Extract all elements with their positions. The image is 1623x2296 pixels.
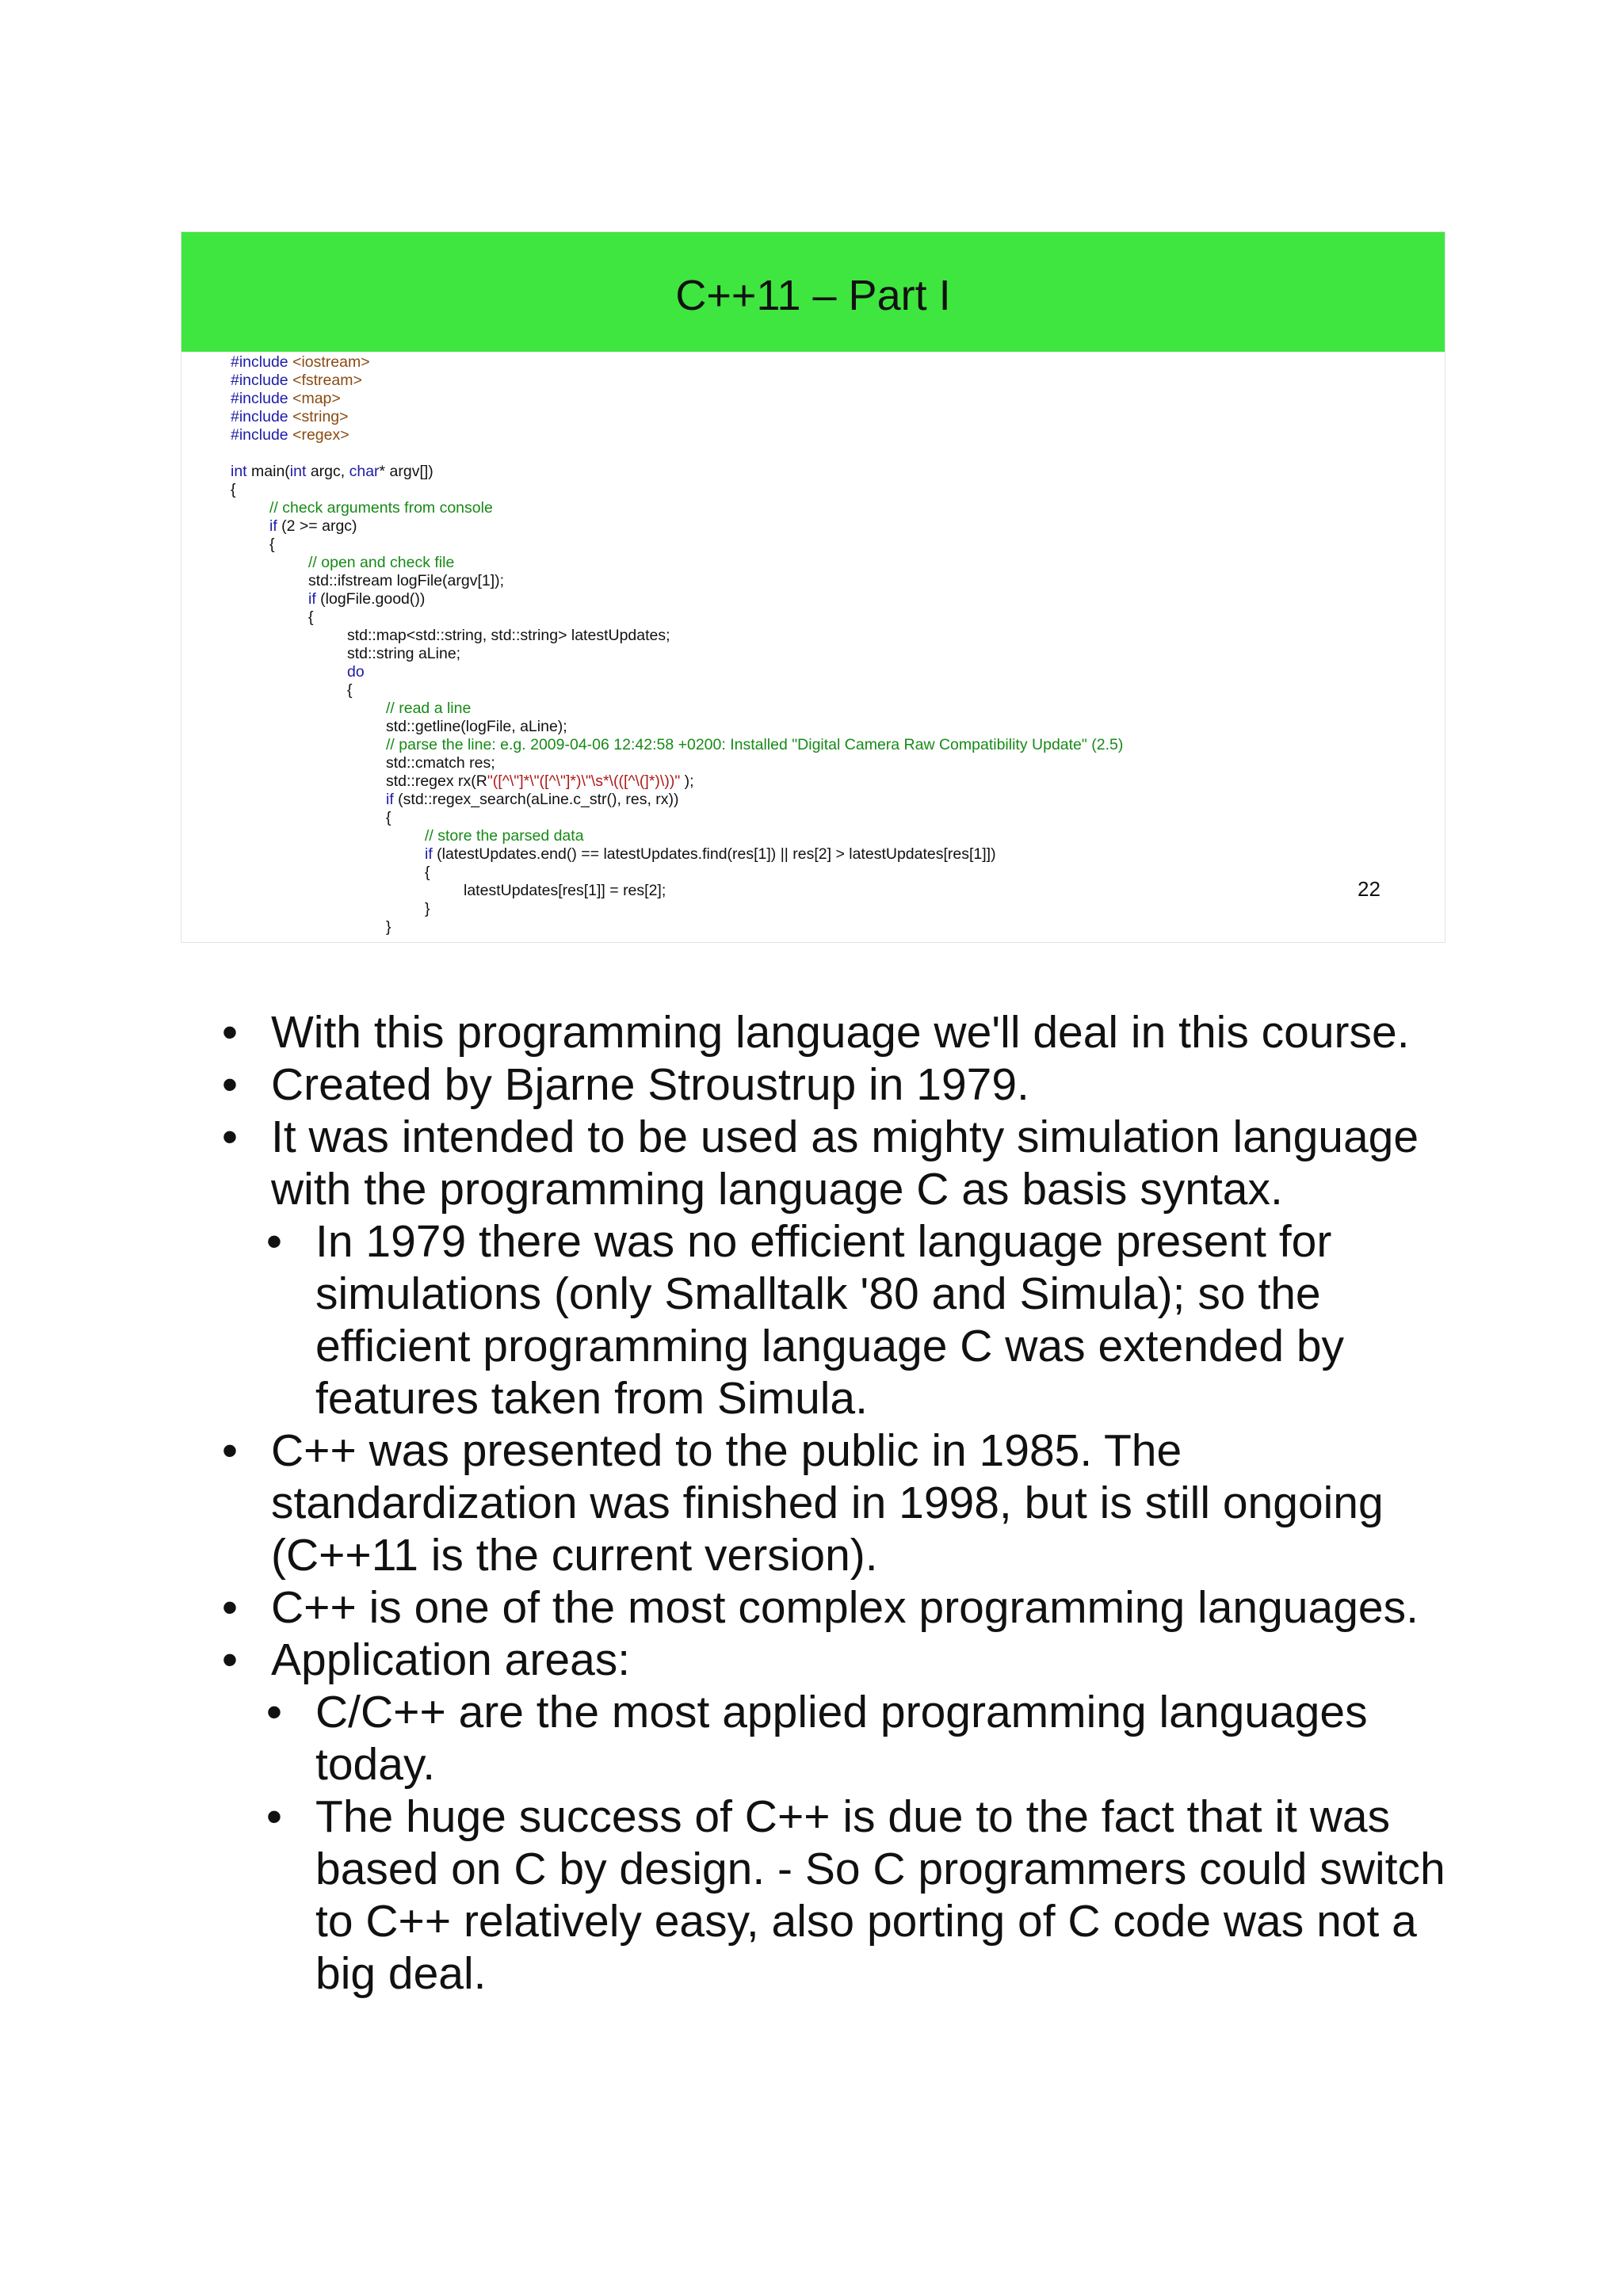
slide-number: 22 [1358,877,1381,901]
code-line [231,772,1123,791]
speaker-notes [222,1006,1458,2000]
code-token: #include [231,426,293,444]
code-token: char [349,463,380,480]
code-line [231,845,1123,864]
code-token: { [231,481,236,498]
code-token: if [386,791,394,808]
code-token: { [269,536,275,553]
bullet-text: C++ was presented to the public in 1985. The standardization was finished in 1998, but is still ongoing (C++11 is the current version). [271,1425,1384,1581]
code-token: int [231,463,247,480]
code-token: do [347,663,365,681]
code-token: // open and check file [308,554,455,571]
code-line [231,791,1123,809]
code-line [231,372,1123,390]
code-token: <fstream> [292,372,362,389]
code-token: main( [246,463,290,480]
code-token: #include [231,353,293,371]
bullet-text: The huge success of C++ is due to the fact that it was based on C by design. - So C programmers could switch to C++ relatively easy, also porting of C code was not a big deal. [315,1791,1445,1999]
code-line [231,754,1123,772]
code-token: <iostream> [292,353,370,371]
code-token: "([^\"]*\"([^\"]*)\"\s*\(([^\(]*)\))" [487,772,681,790]
code-token: if [269,517,277,535]
code-token: #include [231,408,293,425]
code-token: { [308,608,314,626]
code-token: { [425,864,430,881]
code-token: // check arguments from console [269,499,493,517]
bullet-item [222,1006,1458,1058]
code-line [231,426,1123,444]
bullet-icon: • [222,1007,238,1058]
code-token: std::map<std::string, std::string> latestUpdates; [347,627,670,644]
code-token: latestUpdates[res[1]] = res[2]; [464,882,666,899]
code-line [231,827,1123,845]
code-token: (latestUpdates.end() == latestUpdates.find(res[1]) || res[2] > latestUpdates[res[1]]) [432,845,996,863]
code-line [231,918,1123,936]
code-token: <map> [292,390,341,407]
code-token: (logFile.good()) [315,590,426,608]
code-token: argc, [306,463,349,480]
code-token: // read a line [386,700,472,717]
bullet-icon: • [222,1425,238,1476]
code-line [231,900,1123,918]
bullet-text: C/C++ are the most applied programming languages today. [315,1687,1368,1790]
slide-title: C++11 – Part I [675,271,951,319]
bullet-icon: • [266,1687,282,1737]
bullet-icon: • [222,1582,238,1633]
code-line [231,444,1123,463]
code-token: if [308,590,316,608]
code-line [231,627,1123,645]
code-line [231,663,1123,681]
bullet-icon: • [222,1059,238,1110]
bullet-text: With this programming language we'll deal in this course. [271,1007,1410,1058]
bullet-item [222,1634,1458,1686]
code-token: ); [680,772,694,790]
code-line [231,590,1123,608]
code-token: int [289,463,307,480]
code-line [231,608,1123,627]
code-line [231,463,1123,481]
code-line [231,645,1123,663]
bullet-icon: • [266,1216,282,1267]
code-token: <regex> [292,426,349,444]
code-token: std::string aLine; [347,645,461,662]
bullet-text: It was intended to be used as mighty simulation language with the programming language C as basis syntax. [271,1112,1419,1215]
code-line [231,499,1123,517]
code-token: (2 >= argc) [277,517,357,535]
code-line [231,718,1123,736]
code-line [231,809,1123,827]
code-token: #include [231,390,293,407]
code-line [231,408,1123,426]
code-line [231,481,1123,499]
code-line [231,700,1123,718]
code-token: // store the parsed data [425,827,584,845]
bullet-item [222,1058,1458,1111]
code-line [231,736,1123,754]
code-token: * argv[]) [379,463,433,480]
bullet-item [222,1581,1458,1634]
code-token: std::cmatch res; [386,754,495,772]
code-line [231,572,1123,590]
code-token: } [425,900,430,917]
code-token: } [386,918,391,936]
sub-bullet-item [222,1215,1458,1425]
code-line [231,353,1123,372]
bullet-item [222,1425,1458,1581]
slide-header [181,232,1445,352]
code-token: (std::regex_search(aLine.c_str(), res, rx)) [393,791,679,808]
slide-thumbnail [181,231,1445,943]
code-token: { [386,809,391,826]
code-listing [231,353,1123,936]
code-line [231,390,1123,408]
code-token: std::regex rx(R [386,772,487,790]
sub-bullet-item [222,1686,1458,1791]
code-line [231,517,1123,536]
code-line [231,554,1123,572]
code-line [231,882,1123,900]
bullet-text: C++ is one of the most complex programming languages. [271,1582,1419,1633]
code-token: if [425,845,433,863]
code-line [231,681,1123,700]
bullet-icon: • [266,1791,282,1842]
bullet-icon: • [222,1634,238,1685]
code-token: <string> [292,408,349,425]
bullet-icon: • [222,1112,238,1162]
code-token: // parse the line: e.g. 2009-04-06 12:42:58 +0200: Installed "Digital Camera Raw Compatibility Update" (2.5) [386,736,1124,753]
bullet-item [222,1111,1458,1215]
bullet-text: Created by Bjarne Stroustrup in 1979. [271,1059,1029,1110]
code-token: { [347,681,353,699]
bullet-text: In 1979 there was no efficient language present for simulations (only Smalltalk '80 and Simula); so the efficient programming language C was extended by features taken from Simula. [315,1216,1345,1424]
code-token: std::ifstream logFile(argv[1]); [308,572,505,589]
code-line [231,536,1123,554]
code-token: std::getline(logFile, aLine); [386,718,567,735]
bullet-text: Application areas: [271,1634,631,1685]
code-line [231,864,1123,882]
sub-bullet-item [222,1791,1458,2000]
code-token: #include [231,372,293,389]
